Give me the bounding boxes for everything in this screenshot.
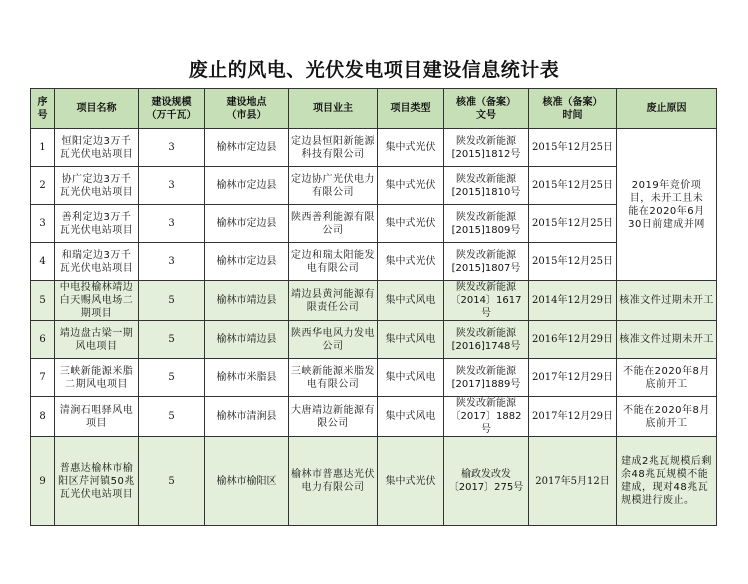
col-scale-label: 建设规模 （万千瓦） xyxy=(146,96,197,121)
col-owner: 项目业主 xyxy=(289,89,378,129)
table-row xyxy=(31,129,717,167)
cell-date: 2017年12月29日 xyxy=(529,359,617,397)
cell-date: 2015年12月25日 xyxy=(529,243,617,281)
col-doc xyxy=(444,89,529,129)
cell-doc-text: 陕发改新能源 〔2017〕1882号 xyxy=(450,398,522,435)
col-name: 项目名称 xyxy=(55,89,139,129)
col-doc-label: 核准（备案） 文号 xyxy=(456,96,516,121)
cell-doc-text: 陕发改新能源 [2015]1807号 xyxy=(451,249,521,274)
cell-scale: 3 xyxy=(139,129,205,167)
cell-scale: 5 xyxy=(139,437,205,526)
cell-owner: 定边和瑞太阳能发电有限公司 xyxy=(289,243,378,281)
cell-location: 榆林市靖边县 xyxy=(205,321,289,359)
cell-location: 榆林市榆阳区 xyxy=(205,437,289,526)
cell-owner: 定边县恒阳新能源科技有限公司 xyxy=(289,129,378,167)
table-row xyxy=(31,243,717,281)
cell-location: 榆林市定边县 xyxy=(205,205,289,243)
cell-doc xyxy=(444,281,529,321)
cell-location: 榆林市靖边县 xyxy=(205,281,289,321)
header-row xyxy=(31,89,717,129)
cell-doc xyxy=(444,397,529,437)
cell-date: 2017年12月29日 xyxy=(529,397,617,437)
cell-type: 集中式光伏 xyxy=(378,167,444,205)
cell-scale: 3 xyxy=(139,167,205,205)
cell-no: 8 xyxy=(31,397,55,437)
cell-location: 榆林市清涧县 xyxy=(205,397,289,437)
col-location-label: 建设地点 （市县） xyxy=(226,96,267,121)
cell-no: 9 xyxy=(31,437,55,526)
cell-name: 靖边盘古梁一期风电项目 xyxy=(55,321,139,359)
cell-doc-text: 陕发改新能源 [2017]1889号 xyxy=(451,365,521,390)
cell-scale: 5 xyxy=(139,397,205,437)
cell-scale: 3 xyxy=(139,243,205,281)
cell-date: 2015年12月25日 xyxy=(529,167,617,205)
cell-doc-text: 陕发改新能源 [2016]1748号 xyxy=(451,327,521,352)
col-scale xyxy=(139,89,205,129)
cell-reason: 核准文件过期未开工 xyxy=(617,281,717,321)
cell-type: 集中式光伏 xyxy=(378,243,444,281)
table-row xyxy=(31,359,717,397)
project-table xyxy=(30,88,717,526)
cell-reason: 不能在2020年8月底前开工 xyxy=(617,359,717,397)
col-type: 项目类型 xyxy=(378,89,444,129)
cell-date: 2015年12月25日 xyxy=(529,205,617,243)
cell-owner: 三峡新能源米脂发电有限公司 xyxy=(289,359,378,397)
table-row xyxy=(31,397,717,437)
cell-name: 三峡新能源米脂二期风电项目 xyxy=(55,359,139,397)
cell-doc xyxy=(444,129,529,167)
cell-scale: 5 xyxy=(139,359,205,397)
cell-date: 2015年12月25日 xyxy=(529,129,617,167)
cell-name: 中电投榆林靖边白天赐风电场二期项目 xyxy=(55,281,139,321)
cell-name: 恒阳定边3万千瓦光伏电站项目 xyxy=(55,129,139,167)
cell-reason-merged: 2019年竞价项目，未开工且未能在2020年6月30日前建成并网 xyxy=(617,129,717,281)
cell-scale: 5 xyxy=(139,321,205,359)
cell-name: 协广定边3万千瓦光伏电站项目 xyxy=(55,167,139,205)
table-row xyxy=(31,205,717,243)
cell-scale: 5 xyxy=(139,281,205,321)
cell-date: 2014年12月29日 xyxy=(529,281,617,321)
cell-doc-text: 榆政发改发 〔2017〕275号 xyxy=(448,469,524,493)
cell-location: 榆林市米脂县 xyxy=(205,359,289,397)
col-date-label: 核准（备案） 时间 xyxy=(542,96,603,121)
cell-doc-text: 陕发改新能源 〔2014〕1617号 xyxy=(450,282,522,319)
cell-name: 和瑞定边3万千瓦光伏电站项目 xyxy=(55,243,139,281)
cell-reason: 建成2兆瓦规模后剩余48兆瓦规模不能建成，现对48兆瓦规模进行废止。 xyxy=(617,437,717,526)
cell-reason: 核准文件过期未开工 xyxy=(617,321,717,359)
table-row xyxy=(31,281,717,321)
cell-doc-text: 陕发改新能源 [2015]1809号 xyxy=(451,211,521,236)
col-no-label: 序 号 xyxy=(37,96,48,121)
cell-type: 集中式光伏 xyxy=(378,437,444,526)
cell-name: 普惠达榆林市榆阳区芹河镇50兆瓦光伏电站项目 xyxy=(55,437,139,526)
cell-doc xyxy=(444,437,529,526)
cell-doc xyxy=(444,167,529,205)
cell-location: 榆林市定边县 xyxy=(205,243,289,281)
cell-doc xyxy=(444,243,529,281)
cell-no: 7 xyxy=(31,359,55,397)
col-date xyxy=(529,89,617,129)
cell-reason: 不能在2020年8月底前开工 xyxy=(617,397,717,437)
cell-owner: 大唐靖边新能源有限公司 xyxy=(289,397,378,437)
cell-owner: 陕西善利能源有限公司 xyxy=(289,205,378,243)
cell-type: 集中式风电 xyxy=(378,321,444,359)
cell-doc xyxy=(444,321,529,359)
table-row xyxy=(31,321,717,359)
cell-type: 集中式光伏 xyxy=(378,129,444,167)
cell-no: 4 xyxy=(31,243,55,281)
col-location xyxy=(205,89,289,129)
cell-scale: 3 xyxy=(139,205,205,243)
cell-no: 3 xyxy=(31,205,55,243)
table-title: 废止的风电、光伏发电项目建设信息统计表 xyxy=(188,59,560,81)
cell-doc xyxy=(444,359,529,397)
cell-no: 1 xyxy=(31,129,55,167)
cell-owner: 定边协广光伏电力有限公司 xyxy=(289,167,378,205)
cell-name: 善利定边3万千瓦光伏电站项目 xyxy=(55,205,139,243)
col-reason: 废止原因 xyxy=(617,89,717,129)
cell-location: 榆林市定边县 xyxy=(205,129,289,167)
cell-no: 2 xyxy=(31,167,55,205)
cell-date: 2017年5月12日 xyxy=(529,437,617,526)
cell-type: 集中式风电 xyxy=(378,359,444,397)
cell-doc-text: 陕发改新能源 [2015]1812号 xyxy=(451,135,521,160)
cell-doc-text: 陕发改新能源 [2015]1810号 xyxy=(451,173,521,198)
cell-no: 6 xyxy=(31,321,55,359)
col-no xyxy=(31,89,55,129)
cell-date: 2016年12月29日 xyxy=(529,321,617,359)
cell-type: 集中式风电 xyxy=(378,281,444,321)
cell-type: 集中式光伏 xyxy=(378,205,444,243)
cell-name: 清涧石咀驿风电项目 xyxy=(55,397,139,437)
table-row xyxy=(31,437,717,526)
cell-owner: 陕西华电风力发电公司 xyxy=(289,321,378,359)
cell-location: 榆林市定边县 xyxy=(205,167,289,205)
table-row xyxy=(31,167,717,205)
cell-type: 集中式风电 xyxy=(378,397,444,437)
cell-owner: 榆林市普惠达光伏电力有限公司 xyxy=(289,437,378,526)
cell-no: 5 xyxy=(31,281,55,321)
cell-owner: 靖边县黄河能源有限责任公司 xyxy=(289,281,378,321)
cell-doc xyxy=(444,205,529,243)
